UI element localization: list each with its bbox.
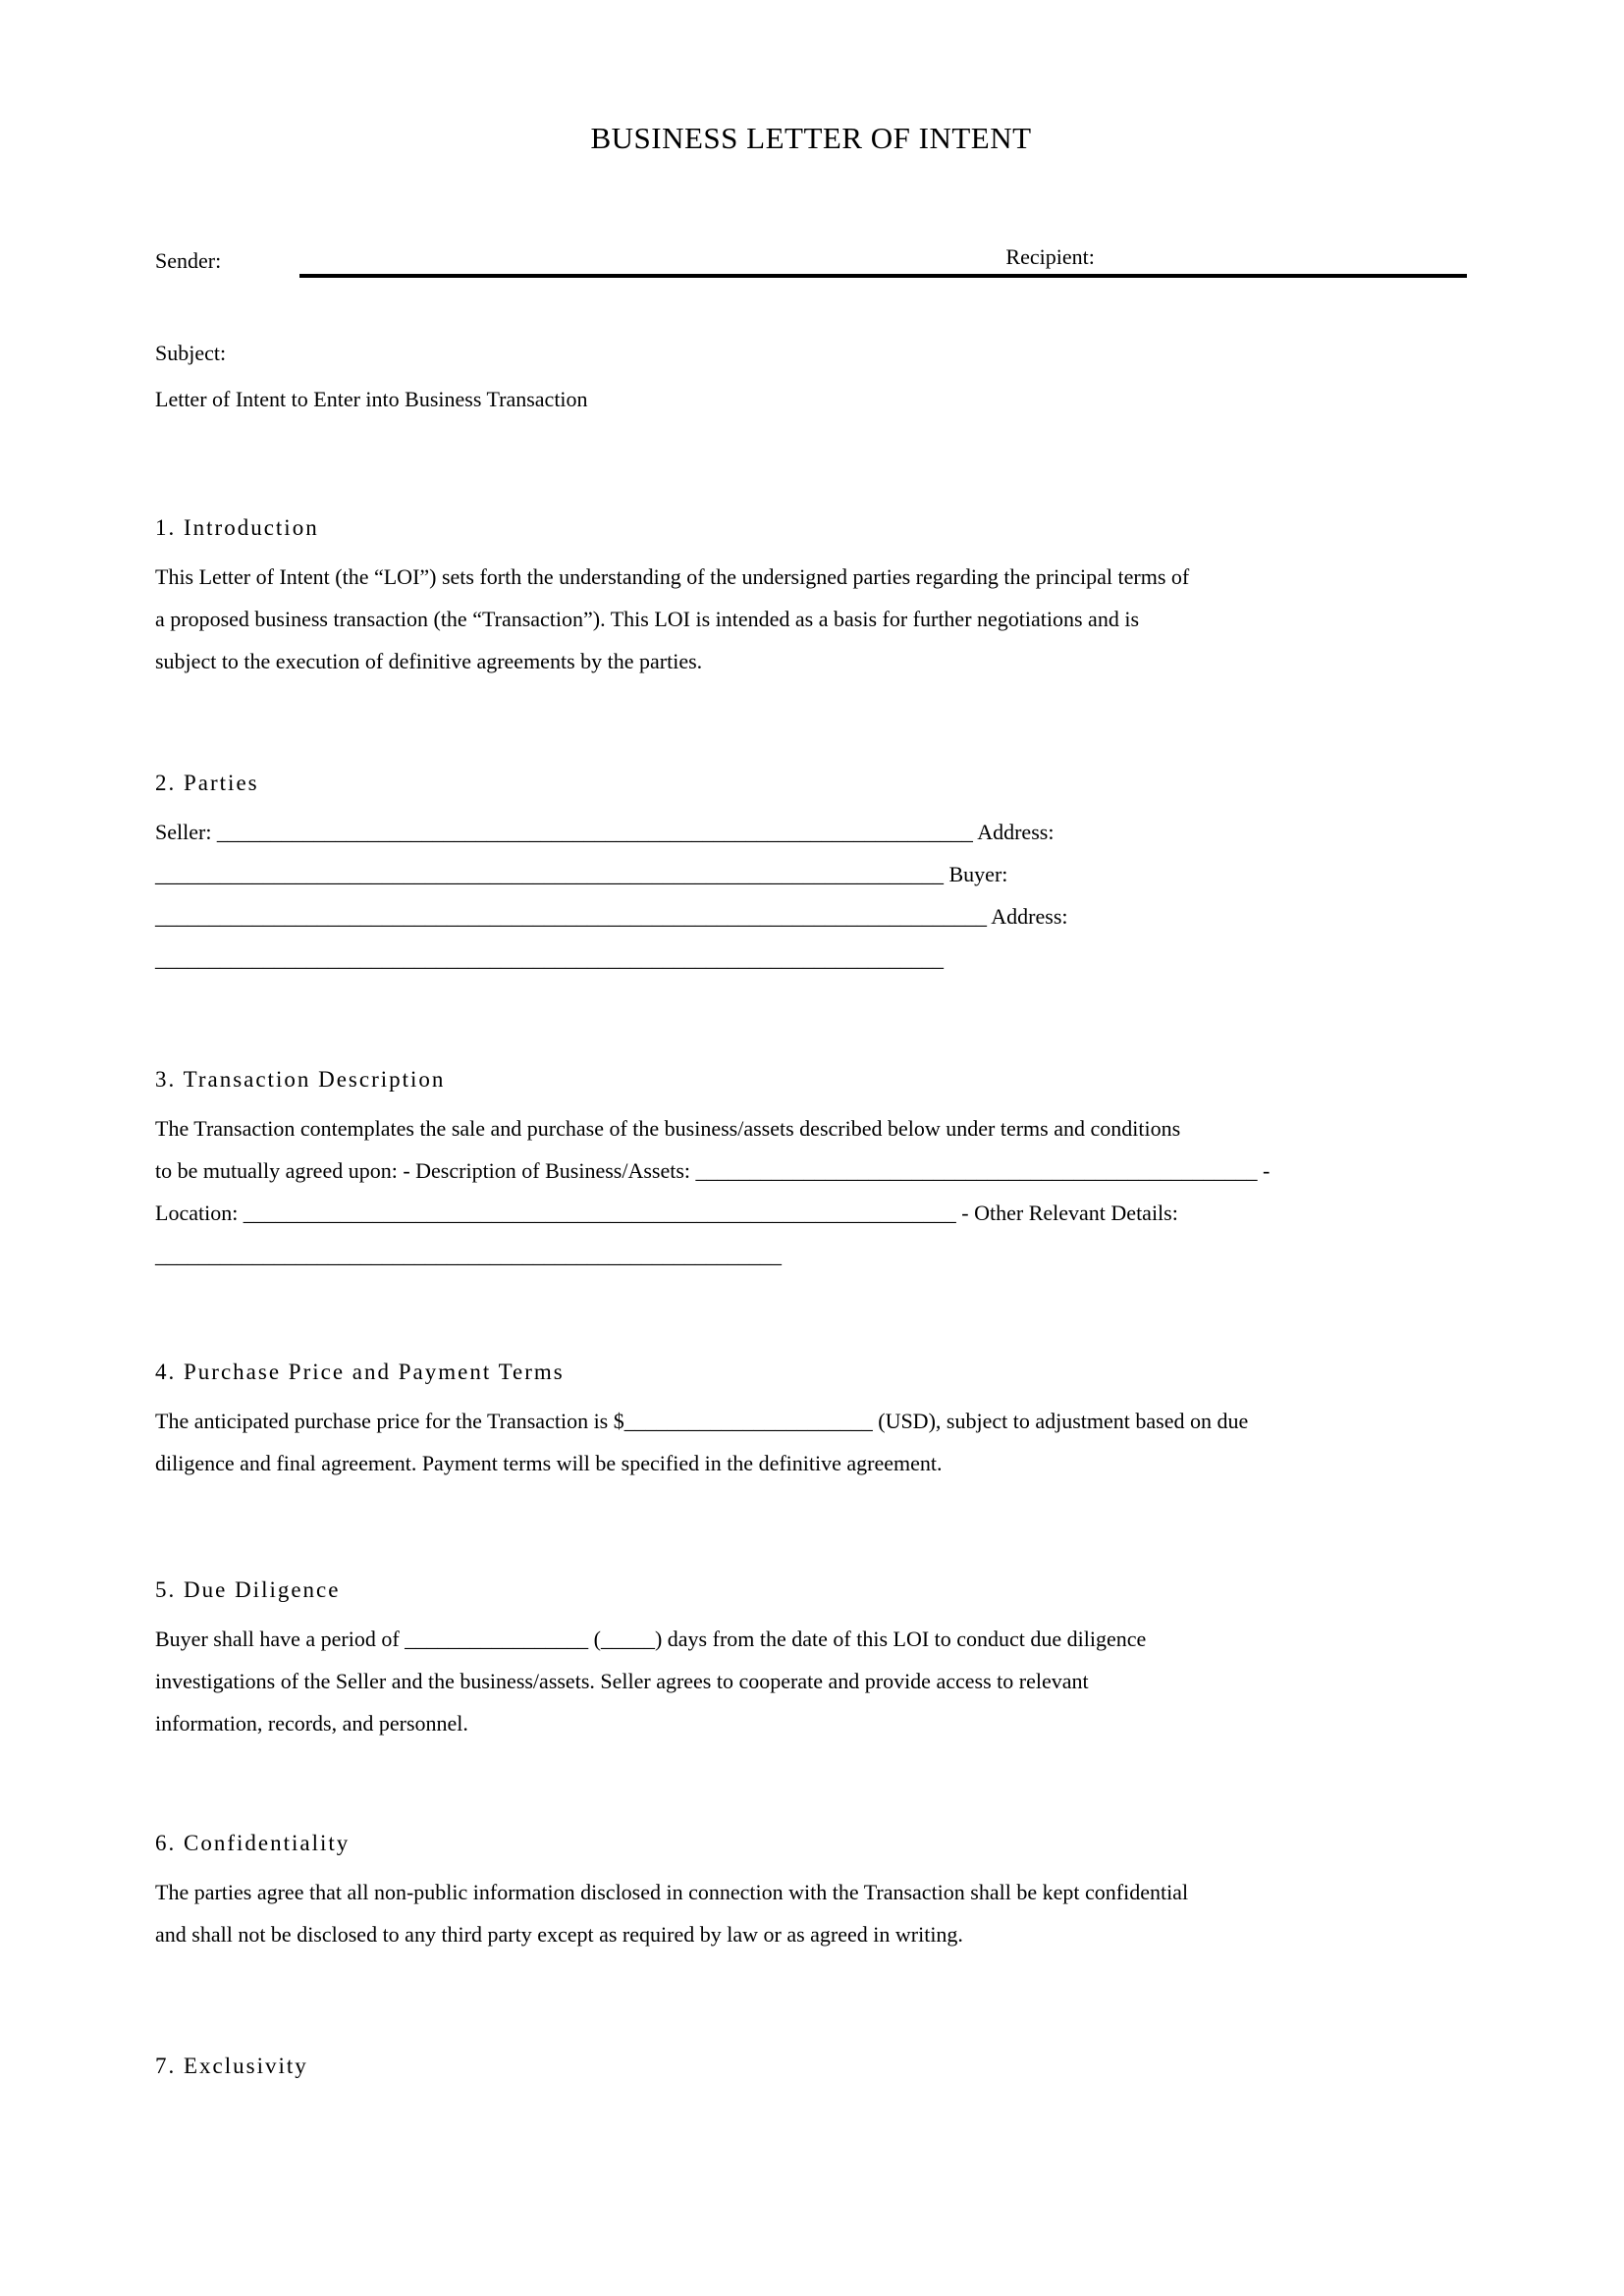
section-heading-transaction-description: 3. Transaction Description bbox=[155, 1067, 446, 1092]
section-heading-confidentiality: 6. Confidentiality bbox=[155, 1831, 351, 1855]
section-parties bbox=[155, 768, 1467, 980]
section-heading-parties: 2. Parties bbox=[155, 771, 259, 795]
section-paragraph-introduction: This Letter of Intent (the “LOI”) sets forth the understanding of the undersigned parties regarding the principal terms of a proposed business transaction (the “Transaction”). This LOI is intended as a basis for further negotiations and is subject to the execution of definitive agreements by the parties. bbox=[155, 564, 1190, 673]
recipient-label: Recipient: bbox=[1005, 244, 1095, 269]
section-paragraph-purchase-price: The anticipated purchase price for the Transaction is $_______________________ (USD), subject to adjustment based on due diligence and final agreement. Payment terms will be specified in the definitive agreement. bbox=[155, 1409, 1249, 1475]
section-paragraph-confidentiality: The parties agree that all non-public information disclosed in connection with the Transaction shall be kept confidential and shall not be disclosed to any third party except as required by law or as agreed in writing. bbox=[155, 1880, 1189, 1947]
section-heading-purchase-price: 4. Purchase Price and Payment Terms bbox=[155, 1360, 565, 1384]
section-purchase-price bbox=[155, 1357, 1467, 1484]
section-paragraph-transaction-description: The Transaction contemplates the sale and purchase of the business/assets described below under terms and conditions to be mutually agreed upon: - Description of Business/Assets: ____________________________________________________ - Location: __________________________________________________________________ - Other Relevant Details: __________________________________________________________ bbox=[155, 1116, 1271, 1267]
sender-recipient-underline bbox=[299, 235, 1467, 278]
section-heading-introduction: 1. Introduction bbox=[155, 515, 319, 540]
section-paragraph-parties: Seller: ______________________________________________________________________ Address: _________________________________________________________________________ Buyer: _____________________________________________________________________________ Address: _________________________________________________________________________ bbox=[155, 820, 1068, 971]
sender-recipient-row bbox=[155, 235, 1467, 278]
section-introduction bbox=[155, 512, 1467, 682]
document-title: BUSINESS LETTER OF INTENT bbox=[590, 121, 1032, 155]
section-paragraph-due-diligence: Buyer shall have a period of _________________ (_____) days from the date of this LOI to conduct due diligence investigations of the Seller and the business/assets. Seller agrees to cooperate and provide access to relevant information, records, and personnel. bbox=[155, 1627, 1147, 1735]
subject-value: Letter of Intent to Enter into Business Transaction bbox=[155, 387, 588, 411]
section-confidentiality bbox=[155, 1828, 1467, 1955]
subject-label: Subject: bbox=[155, 341, 227, 365]
section-heading-due-diligence: 5. Due Diligence bbox=[155, 1577, 341, 1602]
section-due-diligence bbox=[155, 1575, 1467, 1744]
section-exclusivity bbox=[155, 2051, 1467, 2082]
section-transaction-description bbox=[155, 1064, 1467, 1276]
section-heading-exclusivity: 7. Exclusivity bbox=[155, 2054, 308, 2078]
sender-label: Sender: bbox=[155, 248, 222, 273]
